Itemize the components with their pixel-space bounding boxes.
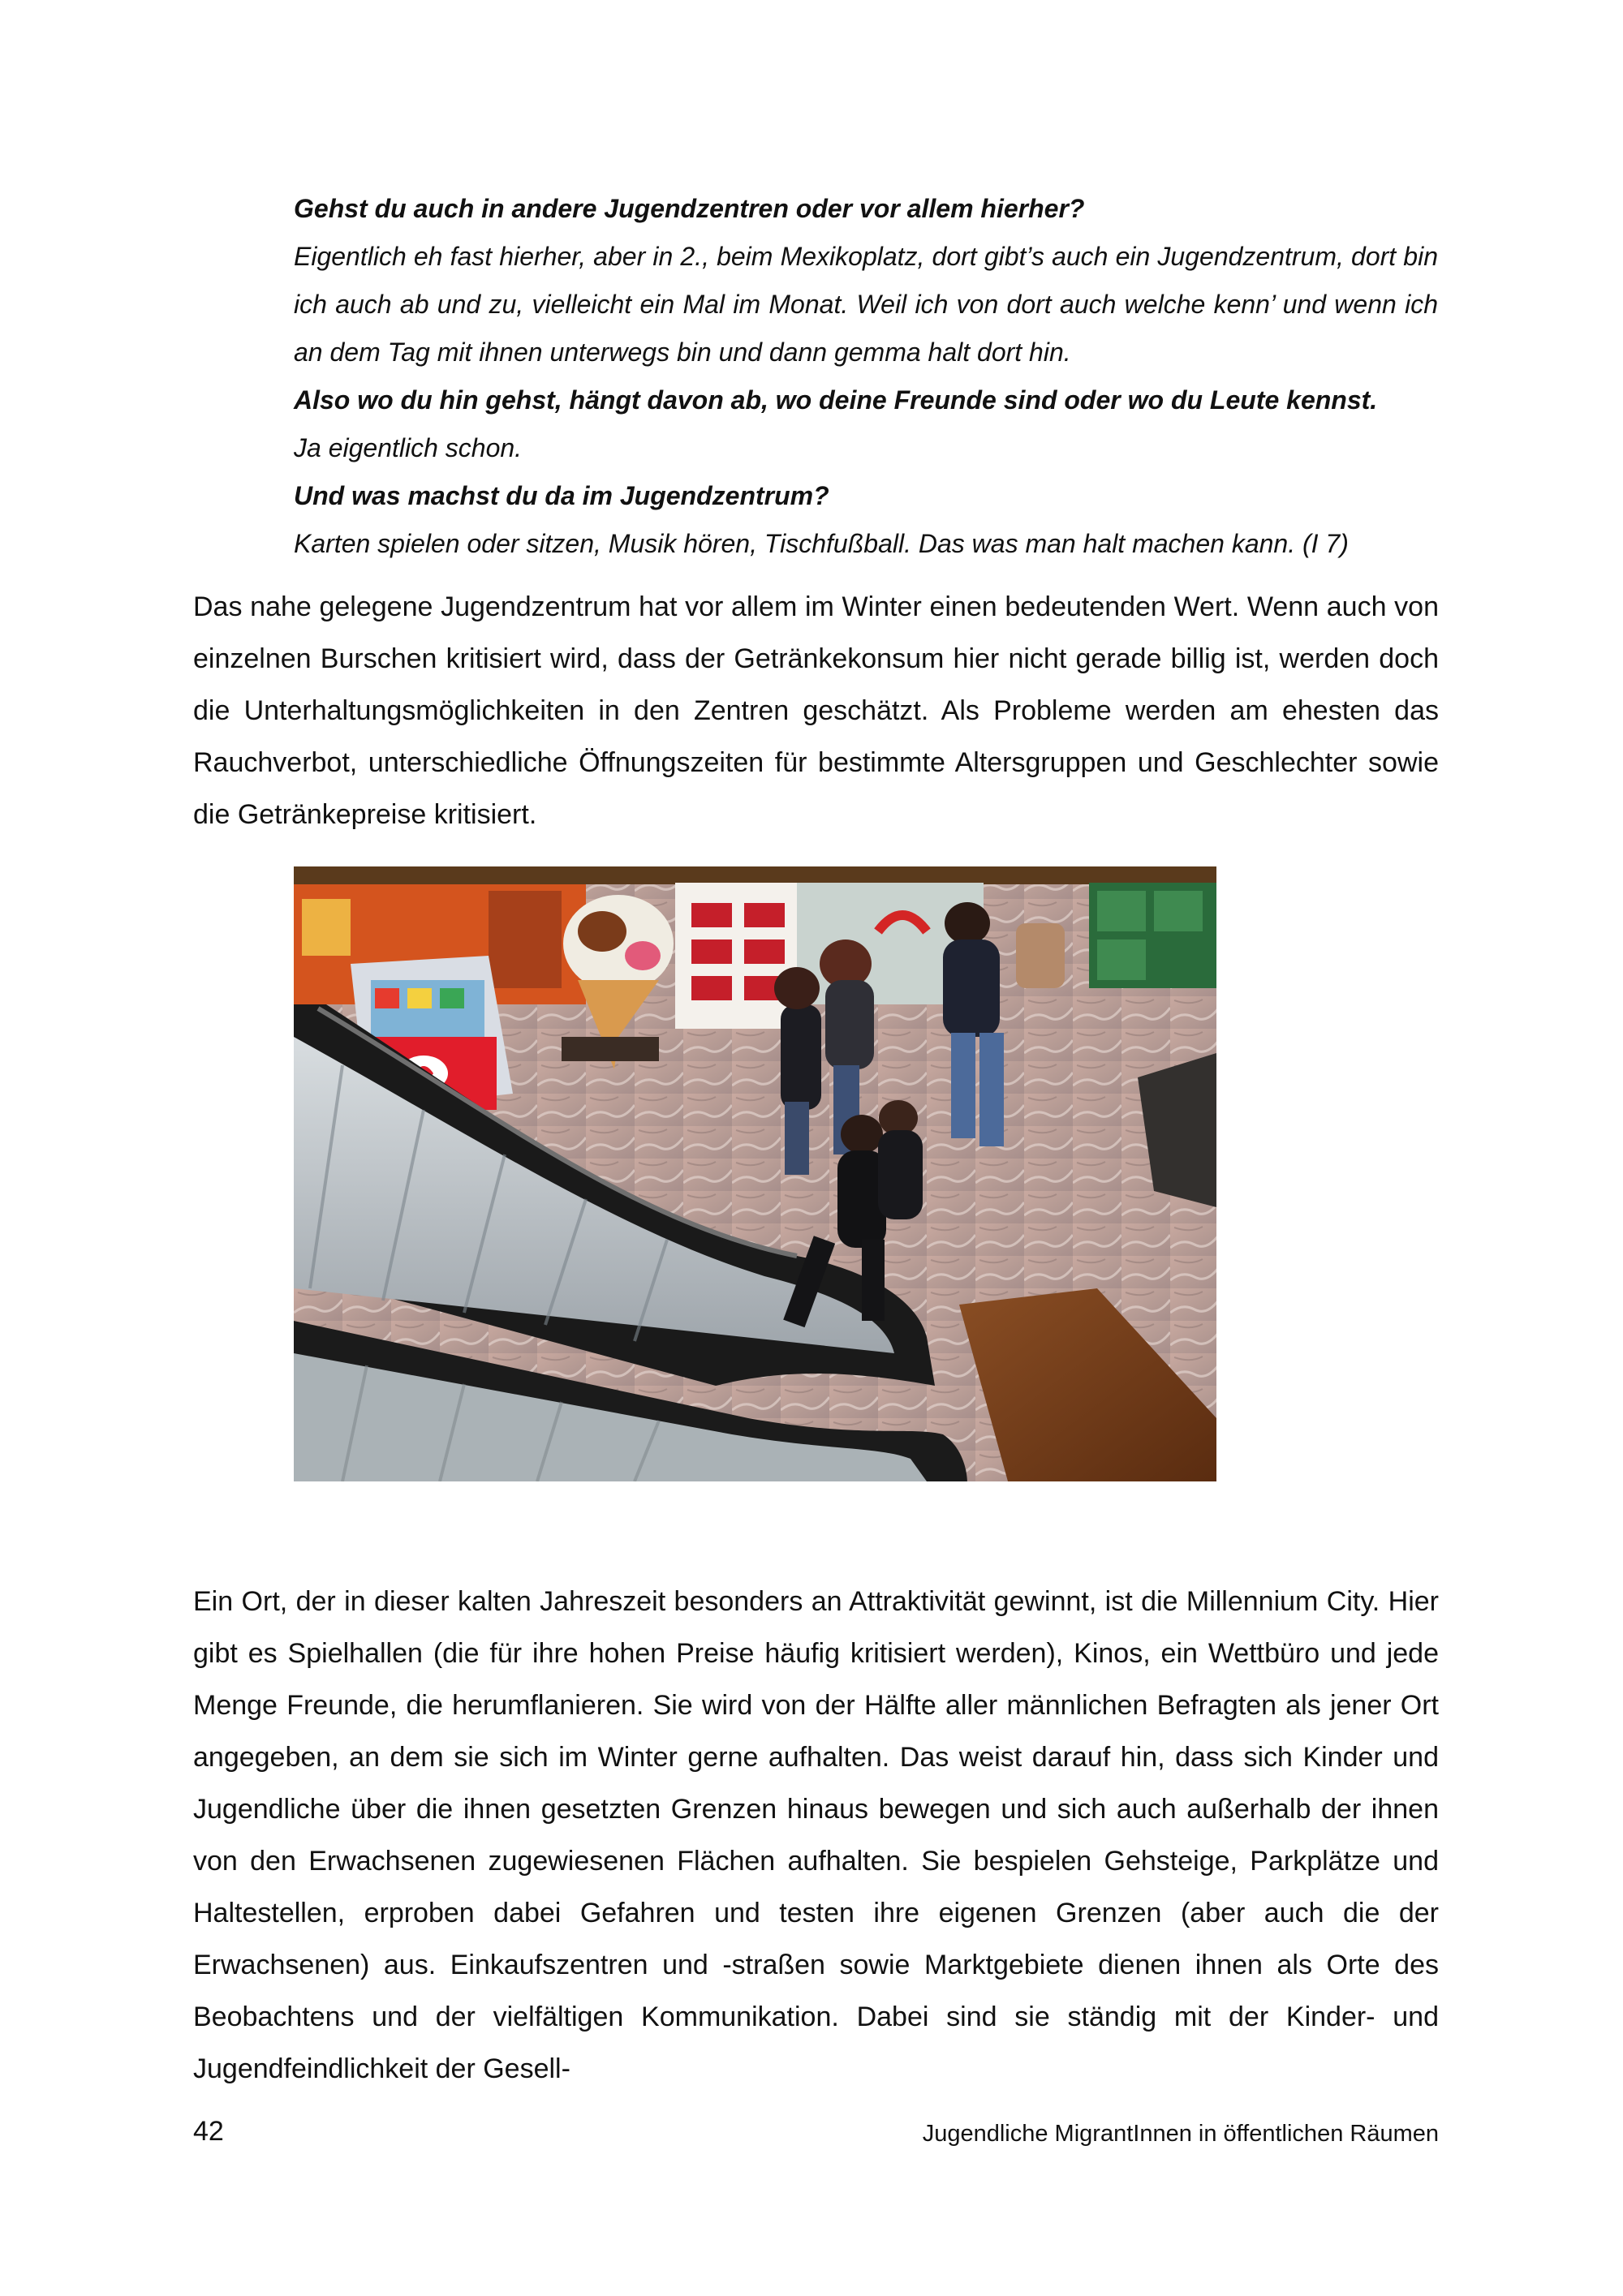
interview-answer: Karten spielen oder sitzen, Musik hören, Tischfußball. Das was man halt machen kann. (I 7) bbox=[294, 529, 1349, 558]
interview-excerpt bbox=[294, 185, 1438, 568]
page-footer bbox=[193, 2116, 1439, 2156]
interview-question: Gehst du auch in andere Jugendzentren oder vor allem hierher? bbox=[294, 194, 1085, 223]
body-paragraph-1: Das nahe gelegene Jugendzentrum hat vor allem im Winter einen bedeutenden Wert. Wenn auch von einzelnen Burschen kritisiert wird, dass der Getränkekonsum hier nicht gerade billig ist, werden doch die Unterhaltungsmöglichkeiten in den Zentren geschätzt. Als Probleme werden am ehesten das Rauchverbot, unterschiedliche Öffnungszeiten für bestimmte Altersgruppen und Geschlechter sowie die Getränkepreise kritisiert. bbox=[193, 591, 1439, 830]
running-title: Jugendliche MigrantInnen in öffentlichen Räumen bbox=[922, 2121, 1439, 2147]
interview-answer: Ja eigentlich schon. bbox=[294, 433, 523, 462]
photo-illustration bbox=[294, 866, 1216, 1481]
page-number: 42 bbox=[193, 2116, 224, 2147]
interview-question: Und was machst du da im Jugendzentrum? bbox=[294, 481, 829, 510]
interview-question: Also wo du hin gehst, hängt davon ab, wo deine Freunde sind oder wo du Leute kennst. bbox=[294, 385, 1378, 415]
interview-answer: Eigentlich eh fast hierher, aber in 2., beim Mexikoplatz, dort gibt’s auch ein Jugendzentrum, dort bin ich auch ab und zu, vielleicht ein Mal im Monat. Weil ich von dort auch welche kenn’ und wenn ich an dem Tag mit ihnen unterwegs bin und dann gemma halt dort hin. bbox=[294, 242, 1438, 367]
mall-escalator-photo bbox=[294, 866, 1216, 1481]
body-paragraph-2: Ein Ort, der in dieser kalten Jahreszeit besonders an Attraktivität gewinnt, ist die Millennium City. Hier gibt es Spielhallen (die für ihre hohen Preise häufig kritisiert werden), Kinos, ein Wettbüro und jede Menge Freunde, die herumflanieren. Sie wird von der Hälfte aller männlichen Befragten als jener Ort angegeben, an dem sie sich im Winter gerne aufhalten. Das weist darauf hin, dass sich Kinder und Jugendliche über die ihnen gesetzten Grenzen hinaus bewegen und sich auch außerhalb der ihnen von den Erwachsenen zugewiesenen Flächen aufhalten. Sie bespielen Gehsteige, Parkplätze und Haltestellen, erproben dabei Gefahren und testen ihre eigenen Grenzen (aber auch die der Erwachsenen) aus. Einkaufszentren und -straßen sowie Marktgebiete dienen ihnen als Orte des Beobachtens und der vielfältigen Kommunikation. Dabei sind sie ständig mit der Kinder- und Jugendfeindlichkeit der Gesell- bbox=[193, 1586, 1439, 2084]
